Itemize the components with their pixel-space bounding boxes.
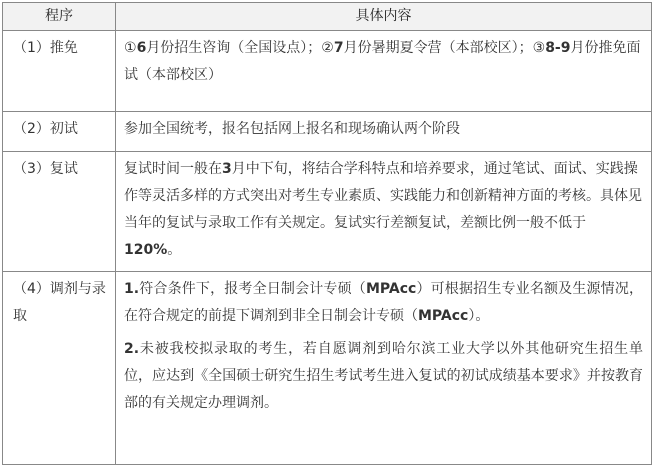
content-paragraph: 1.符合条件下，报考全日制会计专硕（MPAcc）可根据招生专业名额及生源情况，在符合规定的前提下调剂到非全日制会计专硕（MPAcc）。 <box>124 281 644 324</box>
header-content: 具体内容 <box>116 3 652 31</box>
step-cell: （3）复试 <box>3 152 116 272</box>
content-paragraph: 2.未被我校拟录取的考生，若自愿调剂到哈尔滨工业大学以外其他研究生招生单位，应达到《全国硕士研究生招生考试考生进入复试的初试成绩基本要求》并按教育部的有关规定办理调剂。 <box>124 341 643 411</box>
content-cell: 参加全国统考，报名包括网上报名和现场确认两个阶段 <box>116 112 652 152</box>
header-procedure: 程序 <box>3 3 116 31</box>
table-row <box>3 152 652 272</box>
table-row <box>3 31 652 112</box>
step-cell: （4）调剂与录取 <box>3 272 116 465</box>
content-cell <box>116 272 652 465</box>
table-row <box>3 112 652 152</box>
table-row <box>3 272 652 465</box>
step-cell: （1）推免 <box>3 31 116 112</box>
content-cell: 复试时间一般在3月中下旬，将结合学科特点和培养要求，通过笔试、面试、实践操作等灵活多样的方式突出对考生专业素质、实践能力和创新精神方面的考核。具体见当年的复试与录取工作有关规定。复试实行差额复试，差额比例一般不低于120%。 <box>116 152 652 272</box>
step-cell: （2）初试 <box>3 112 116 152</box>
header-row <box>3 3 652 31</box>
admission-procedure-table <box>2 2 652 465</box>
content-cell: ①6月份招生咨询（全国设点）；②7月份暑期夏令营（本部校区）；③8-9月份推免面试（本部校区） <box>116 31 652 112</box>
